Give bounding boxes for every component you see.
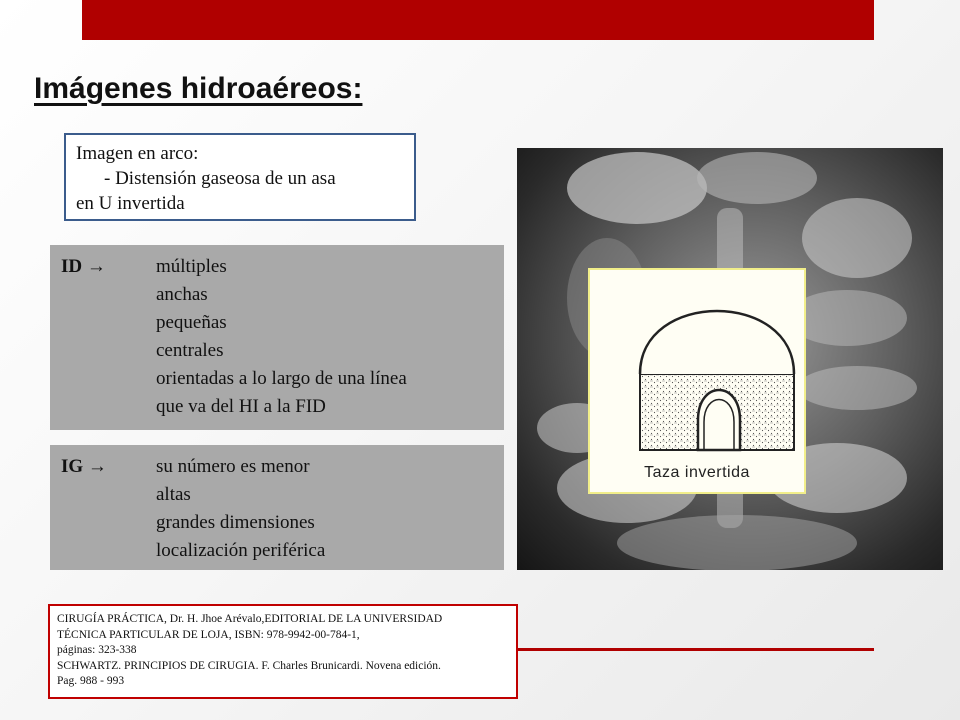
slide-title: Imágenes hidroaéreos: [34, 72, 363, 105]
id-item: centrales [156, 340, 224, 361]
references-box [48, 604, 518, 699]
ig-label: IG → [61, 456, 107, 477]
ig-box [50, 445, 504, 570]
arc-image-box [64, 133, 416, 221]
ig-item: localización periférica [156, 540, 326, 561]
ig-item: su número es menor [156, 456, 310, 477]
reference-line: páginas: 323-338 [57, 644, 137, 656]
top-accent-bar [82, 0, 874, 40]
id-item: pequeñas [156, 312, 227, 333]
reference-line: TÉCNICA PARTICULAR DE LOJA, ISBN: 978-9942-00-784-1, [57, 628, 360, 641]
ig-item: altas [156, 484, 191, 505]
id-items [156, 253, 407, 421]
inverted-cup-diagram [588, 268, 806, 494]
arc-box-line: - Distensión gaseosa de un asa [104, 168, 336, 189]
reference-line: CIRUGÍA PRÁCTICA, Dr. H. Jhoe Arévalo,EDITORIAL DE LA UNIVERSIDAD [57, 613, 443, 625]
id-item: anchas [156, 284, 208, 305]
diagram-caption: Taza invertida [644, 464, 750, 481]
id-item: orientadas a lo largo de una línea [156, 368, 407, 389]
reference-line: SCHWARTZ. PRINCIPIOS DE CIRUGIA. F. Charles Brunicardi. Novena edición. [57, 659, 441, 672]
id-item: múltiples [156, 256, 227, 277]
id-item: que va del HI a la FID [156, 396, 326, 417]
inverted-cup-drawing [590, 270, 804, 492]
arc-box-line: en U invertida [76, 193, 185, 214]
id-label: ID → [61, 256, 106, 277]
id-box [50, 245, 504, 430]
ig-item: grandes dimensiones [156, 512, 315, 533]
reference-line: Pag. 988 - 993 [57, 675, 125, 687]
arc-box-line: Imagen en arco: [76, 143, 199, 164]
ig-items [156, 453, 325, 565]
